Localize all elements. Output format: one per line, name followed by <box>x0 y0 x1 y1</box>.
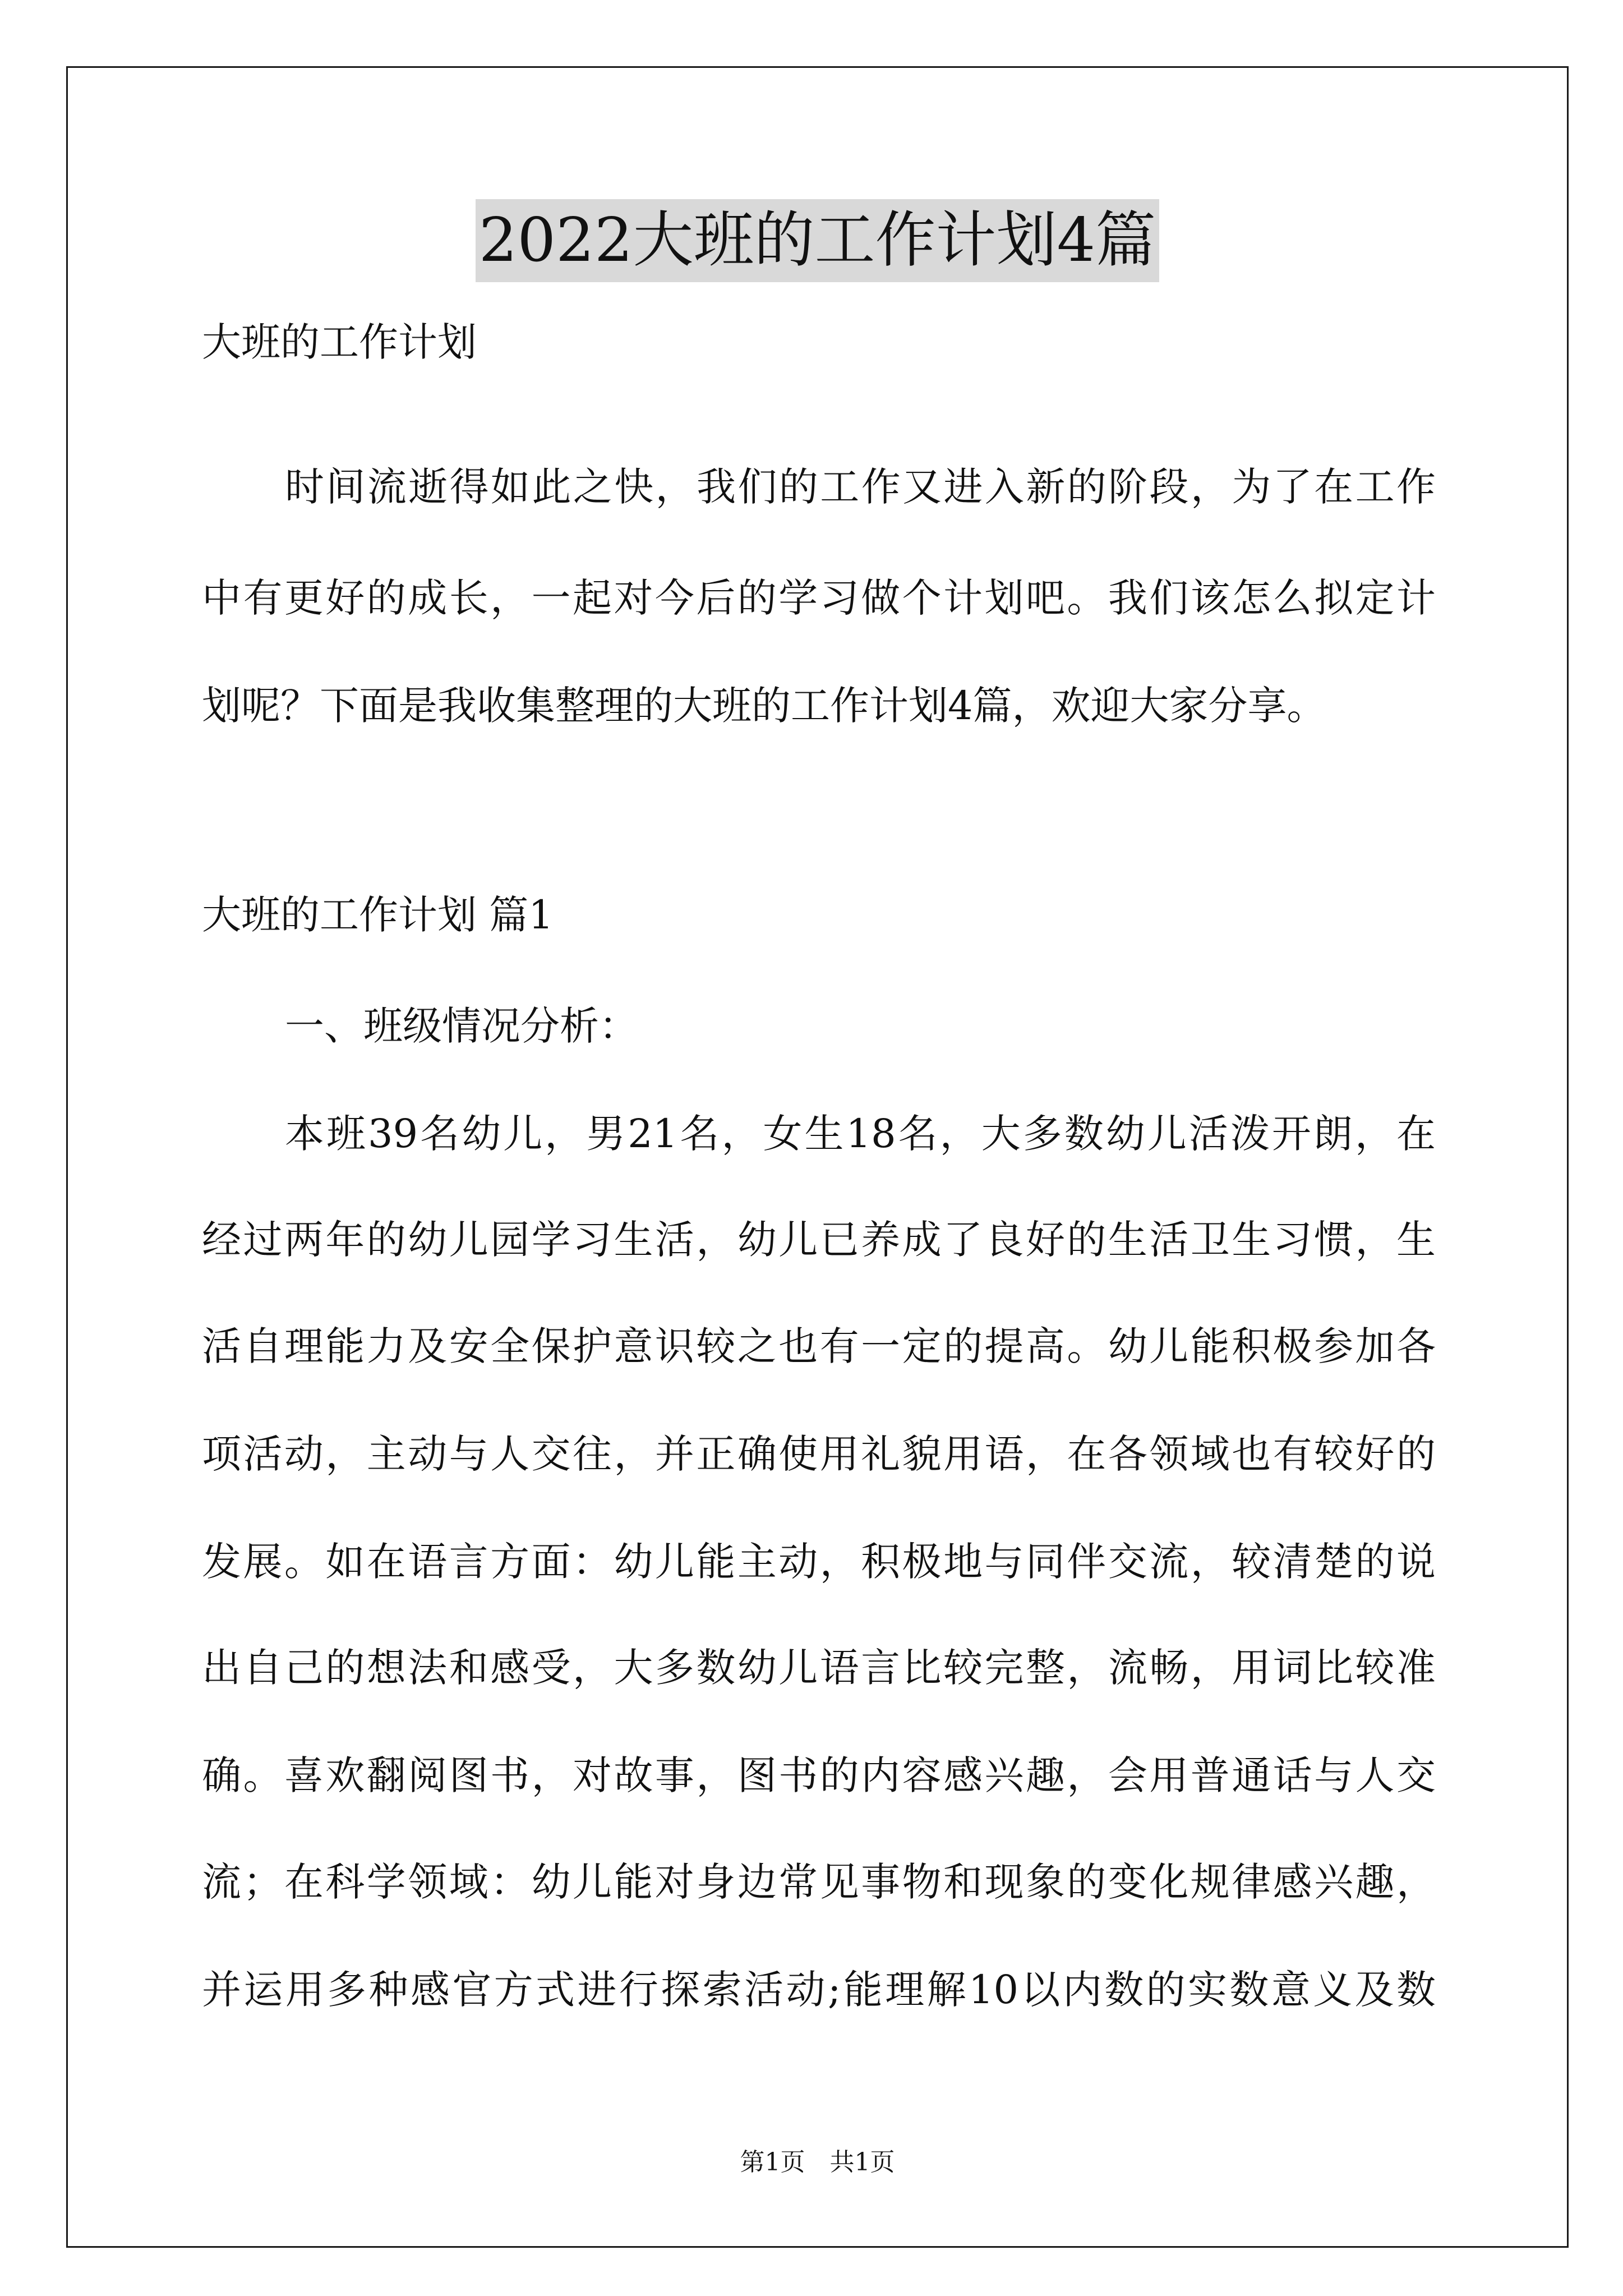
paragraph-line: 确。喜欢翻阅图书，对故事，图书的内容感兴趣，会用普通话与人交 <box>202 1752 1436 1798</box>
paragraph-line: 时间流逝得如此之快，我们的工作又进入新的阶段，为了在工作 <box>285 464 1436 510</box>
intro-heading: 大班的工作计划 <box>202 319 477 365</box>
document-title: 2022大班的工作计划4篇 <box>476 199 1160 282</box>
section-subheading: 一、班级情况分析： <box>285 1003 638 1049</box>
paragraph-line: 本班39名幼儿，男21名，女生18名，大多数幼儿活泼开朗，在 <box>285 1111 1436 1157</box>
paragraph-line: 出自己的想法和感受，大多数幼儿语言比较完整，流畅，用词比较准 <box>202 1645 1436 1691</box>
title-container <box>66 199 1569 282</box>
paragraph-line: 并运用多种感官方式进行探索活动;能理解10以内数的实数意义及数 <box>202 1967 1436 2013</box>
paragraph-line: 中有更好的成长，一起对今后的学习做个计划吧。我们该怎么拟定计 <box>202 575 1436 621</box>
paragraph-line: 划呢？下面是我收集整理的大班的工作计划4篇，欢迎大家分享。 <box>202 683 1326 729</box>
paragraph-line: 项活动，主动与人交往，并正确使用礼貌用语，在各领域也有较好的 <box>202 1431 1436 1477</box>
paragraph-line: 流；在科学领域：幼儿能对身边常见事物和现象的变化规律感兴趣， <box>202 1859 1436 1905</box>
paragraph-line: 发展。如在语言方面：幼儿能主动，积极地与同伴交流，较清楚的说 <box>202 1539 1436 1585</box>
page-footer: 第1页 共1页 <box>740 2148 895 2177</box>
paragraph-line: 活自理能力及安全保护意识较之也有一定的提高。幼儿能积极参加各 <box>202 1323 1436 1369</box>
paragraph-line: 经过两年的幼儿园学习生活，幼儿已养成了良好的生活卫生习惯，生 <box>202 1217 1436 1263</box>
section-heading: 大班的工作计划 篇1 <box>202 892 554 938</box>
